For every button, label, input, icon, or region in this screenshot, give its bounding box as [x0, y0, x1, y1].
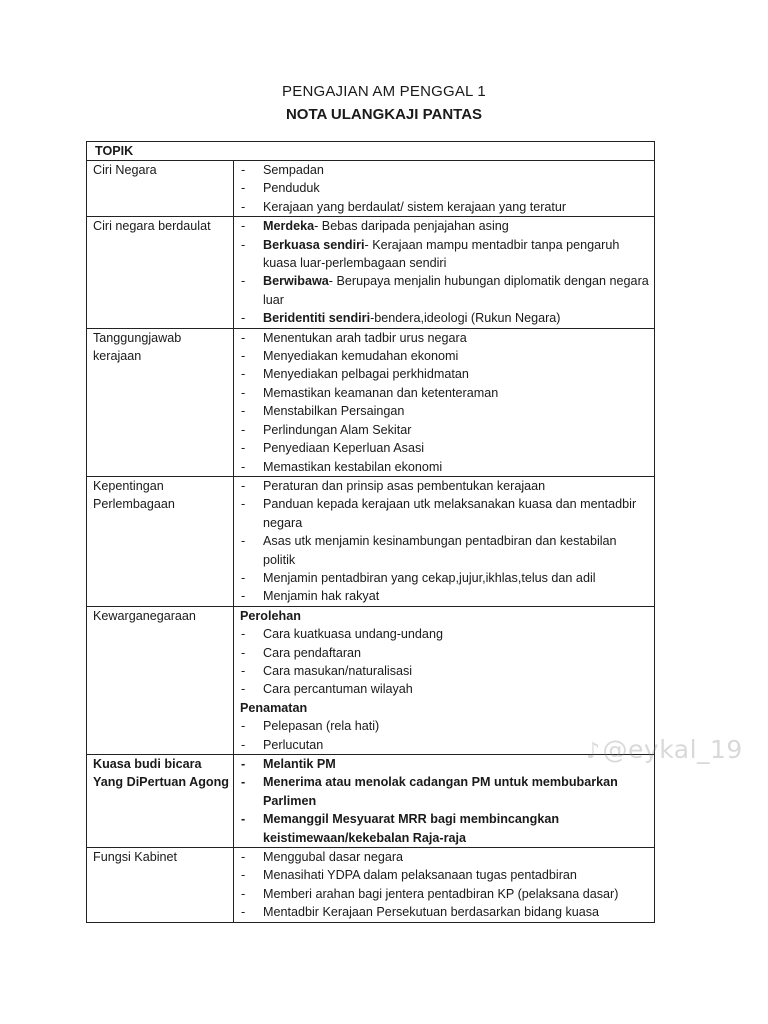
content-cell	[234, 476, 655, 606]
list-item-text: Kerajaan yang berdaulat/ sistem kerajaan yang teratur	[263, 199, 567, 214]
bullet-list	[234, 755, 650, 847]
list-item-text: Menjamin pentadbiran yang cekap,jujur,ikhlas,telus dan adil	[263, 570, 596, 585]
revision-notes-table	[86, 141, 655, 923]
list-item	[234, 587, 650, 605]
list-item	[234, 421, 650, 439]
list-item	[234, 717, 650, 735]
list-item	[234, 161, 650, 179]
bullet-list	[234, 161, 650, 216]
list-item-text: Menentukan arah tadbir urus negara	[263, 330, 467, 345]
list-item-text: Pelepasan (rela hati)	[263, 719, 380, 734]
content-cell	[234, 755, 655, 848]
list-item	[234, 384, 650, 402]
topic-cell: Fungsi Kabinet	[87, 848, 234, 923]
list-item-text: Memastikan kestabilan ekonomi	[263, 459, 443, 474]
content-cell	[234, 848, 655, 923]
list-item	[234, 179, 650, 197]
list-item	[234, 198, 650, 216]
topic-cell: Ciri Negara	[87, 161, 234, 217]
topic-cell: Ciri negara berdaulat	[87, 217, 234, 328]
list-item-text: Melantik PM	[263, 757, 336, 771]
list-item-text: Menstabilkan Persaingan	[263, 404, 405, 419]
list-item-text: Peraturan dan prinsip asas pembentukan kerajaan	[263, 478, 546, 493]
table-body	[87, 161, 655, 923]
topic-cell: Kuasa budi bicara Yang DiPertuan Agong	[87, 755, 234, 848]
document-subtitle: NOTA ULANGKAJI PANTAS	[285, 106, 483, 123]
list-item	[234, 217, 650, 235]
list-item	[234, 680, 650, 698]
list-item	[234, 439, 650, 457]
content-cell	[234, 161, 655, 217]
list-item-lead: Beridentiti sendiri	[263, 311, 371, 326]
tiktok-watermark	[586, 735, 743, 764]
table-row	[87, 217, 655, 328]
list-item	[234, 347, 650, 365]
list-item	[234, 644, 650, 662]
list-item	[234, 848, 650, 866]
list-item	[234, 662, 650, 680]
list-item-text: Panduan kepada kerajaan utk melaksanakan kuasa dan mentadbir negara	[263, 497, 637, 530]
list-item-text: Cara percantuman wilayah	[263, 682, 413, 697]
list-item-text: Menasihati YDPA dalam pelaksanaan tugas pentadbiran	[263, 868, 577, 883]
group-heading: Perolehan	[240, 608, 301, 623]
content-cell	[234, 606, 655, 754]
list-item	[234, 625, 650, 643]
list-item	[234, 866, 650, 884]
list-item-text: Mentadbir Kerajaan Persekutuan berdasarkan bidang kuasa	[263, 905, 600, 920]
list-item	[234, 458, 650, 476]
table-row	[87, 755, 655, 848]
list-item-text: Menggubal dasar negara	[263, 850, 404, 865]
list-item-text: Cara pendaftaran	[263, 645, 362, 660]
list-item-text: Menjamin hak rakyat	[263, 589, 380, 604]
list-item-text: - Berupaya menjalin hubungan diplomatik dengan negara luar	[263, 274, 649, 307]
table-row	[87, 161, 655, 217]
table-header-topik: TOPIK	[87, 142, 655, 161]
table-row	[87, 476, 655, 606]
list-item-text: Menyediakan kemudahan ekonomi	[263, 349, 459, 364]
list-item	[234, 810, 650, 847]
list-item-text: - Bebas daripada penjajahan asing	[314, 219, 509, 234]
list-item-text: Perlindungan Alam Sekitar	[263, 422, 412, 437]
tiktok-note-icon: ♪	[586, 739, 601, 764]
list-item	[234, 236, 650, 273]
document-title: PENGAJIAN AM PENGGAL 1	[282, 83, 486, 100]
list-item-text: Memberi arahan bagi jentera pentadbiran KP (pelaksana dasar)	[263, 886, 619, 901]
list-item	[234, 309, 650, 327]
list-item	[234, 885, 650, 903]
bullet-list	[234, 848, 650, 922]
table-header-row	[87, 142, 655, 161]
list-item-text: Cara masukan/naturalisasi	[263, 663, 413, 678]
watermark-handle: @eykal_19	[602, 735, 743, 764]
list-item	[234, 495, 650, 532]
list-item	[234, 402, 650, 420]
list-item	[234, 477, 650, 495]
list-item	[234, 773, 650, 810]
list-item	[234, 532, 650, 569]
bullet-list	[234, 477, 650, 606]
topic-cell: Kepentingan Perlembagaan	[87, 476, 234, 606]
list-item	[234, 365, 650, 383]
list-item	[234, 329, 650, 347]
list-item-text: Menerima atau menolak cadangan PM untuk membubarkan Parlimen	[263, 775, 618, 808]
list-item-lead: Berkuasa sendiri	[263, 237, 365, 252]
list-item	[234, 272, 650, 309]
group-heading: Penamatan	[240, 700, 308, 715]
list-item-text: Sempadan	[263, 163, 324, 177]
content-cell	[234, 328, 655, 476]
table-row	[87, 848, 655, 923]
list-item	[234, 569, 650, 587]
list-item-text: Memanggil Mesyuarat MRR bagi membincangkan keistimewaan/kekebalan Raja-raja	[263, 812, 560, 845]
bullet-list	[234, 329, 650, 476]
list-item-text: Perlucutan	[263, 737, 324, 752]
list-item-text: Asas utk menjamin kesinambungan pentadbiran dan kestabilan politik	[263, 534, 617, 567]
list-item-text: Cara kuatkuasa undang-undang	[263, 627, 443, 642]
table-row	[87, 606, 655, 754]
list-item-text: - Kerajaan mampu mentadbir tanpa pengaruh kuasa luar-perlembagaan sendiri	[263, 237, 620, 271]
list-item	[234, 903, 650, 921]
list-item-lead: Merdeka	[263, 219, 315, 234]
list-item-text: Penyediaan Keperluan Asasi	[263, 441, 425, 456]
bullet-list	[234, 217, 650, 327]
bullet-list	[234, 625, 650, 699]
topic-cell: Tanggungjawab kerajaan	[87, 328, 234, 476]
list-item-text: Penduduk	[263, 181, 320, 196]
list-item-text: Memastikan keamanan dan ketenteraman	[263, 385, 499, 400]
list-item-lead: Berwibawa	[263, 274, 329, 289]
table-row	[87, 328, 655, 476]
list-item-text: -bendera,ideologi (Rukun Negara)	[370, 311, 561, 326]
topic-cell: Kewarganegaraan	[87, 606, 234, 754]
content-cell	[234, 217, 655, 328]
list-item-text: Menyediakan pelbagai perkhidmatan	[263, 367, 469, 382]
